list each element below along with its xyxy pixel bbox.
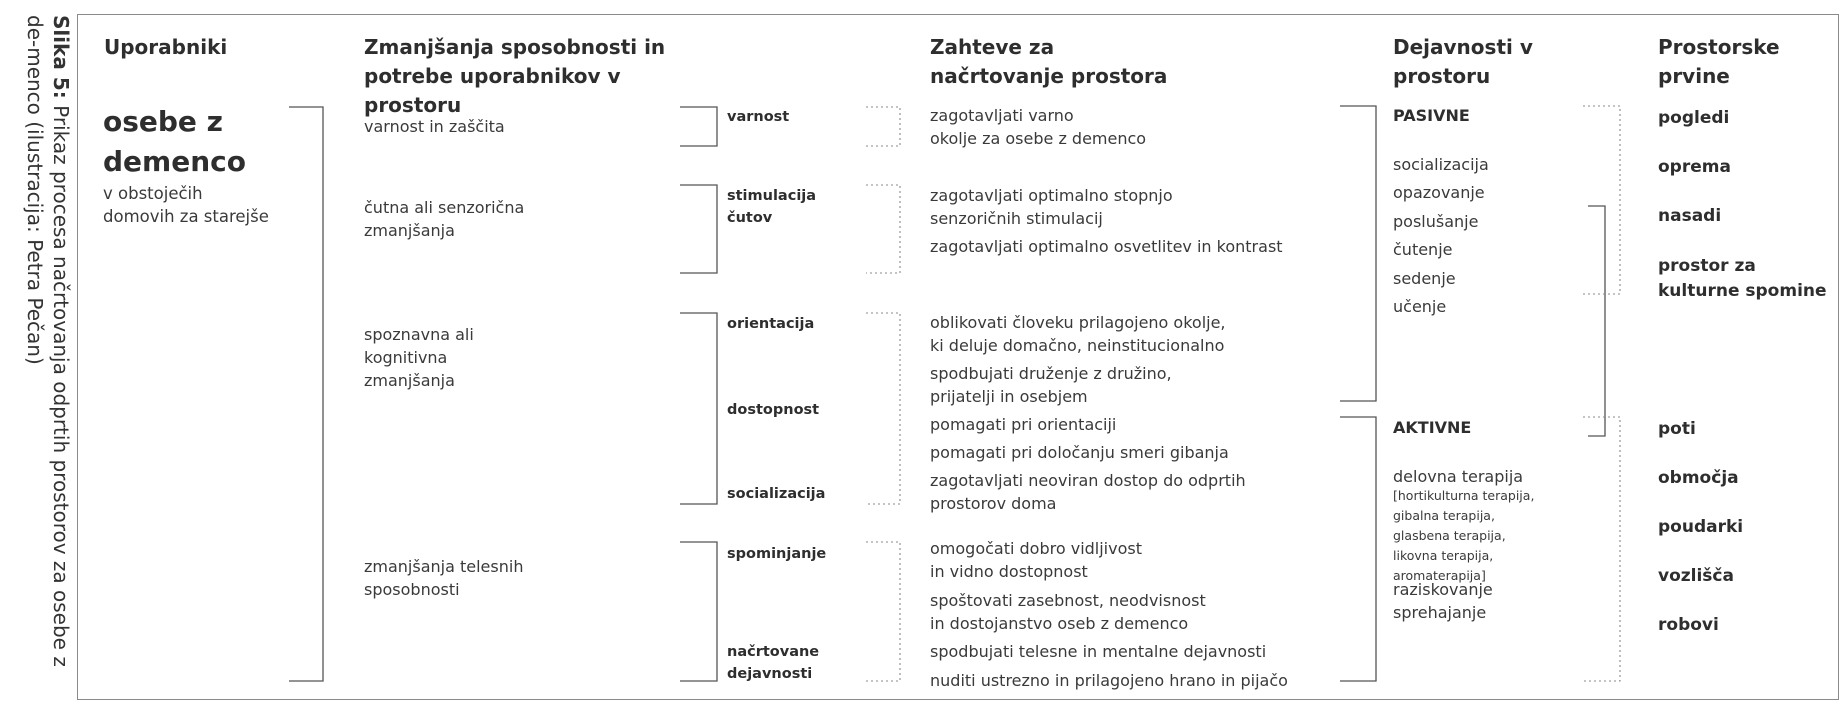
requirement-line: pomagati pri orientaciji [930,415,1117,434]
element-item: območja [1658,468,1739,488]
requirement-line: zagotavljati varno [930,106,1074,125]
requirement-line: spoštovati zasebnost, neodvisnost [930,591,1206,610]
header-needs: Zmanjšanja sposobnosti in potrebe uporabnikov v prostoru [364,35,666,117]
activity-item: čutenje [1393,240,1453,259]
requirement-line: in dostojanstvo oseb z demenco [930,614,1189,633]
caption-text: Prikaz procesa načrtovanja odprtih prostorov za osebe z de-menco (ilustracija: Petra Pečan) [23,15,73,667]
element-item: oprema [1658,157,1731,177]
activity-item: učenje [1393,297,1447,316]
bracket-activities-passive [1340,106,1376,401]
activity-item: raziskovanje [1393,580,1493,599]
activity-therapy: delovna terapija [1393,467,1524,486]
requirement-line: okolje za osebe z demenco [930,129,1147,148]
bracket-safety [680,107,717,146]
activity-item: poslušanje [1393,212,1479,231]
bracket-passive-to-active [1588,206,1605,436]
need-orientation: orientacija [727,316,815,332]
need-safety: varnost [727,109,790,125]
requirement-line: oblikovati človeku prilagojeno okolje, [930,313,1226,332]
requirement-line: prostorov doma [930,494,1057,513]
bracket-sensory [680,185,717,273]
dotted-sensory [866,185,900,273]
header-requirements: Zahteve za načrtovanje prostora [930,35,1168,88]
requirement-line: zagotavljati optimalno osvetlitev in kontrast [930,237,1283,256]
activity-therapy-detail: [hortikulturna terapija, gibalna terapija, glasbena terapija, likovna terapija, aromaterapija] [1393,488,1535,583]
activities-passive-label: PASIVNE [1393,106,1470,125]
dotted-cognitive [866,313,900,504]
requirement-line: nuditi ustrezno in prilagojeno hrano in pijačo [930,671,1288,690]
bracket-physical [680,542,717,681]
requirement-line: spodbujati druženje z družino, [930,364,1172,383]
caption-label: Slika 5: [49,15,73,99]
impairment-safety: varnost in zaščita [364,117,505,136]
bracket-activities-active [1340,417,1376,681]
dotted-elements-active [1583,417,1620,681]
bracket-cognitive [680,313,717,504]
need-reminiscence: spominjanje [727,546,827,562]
element-item: pogledi [1658,108,1730,128]
requirement-line: zagotavljati neoviran dostop do odprtih [930,471,1246,490]
activity-item: socializacija [1393,155,1489,174]
element-item: poti [1658,419,1696,439]
users-bracket [289,107,323,681]
element-item: prostor za kulturne spomine [1658,256,1827,301]
requirement-line: spodbujati telesne in mentalne dejavnosti [930,642,1267,661]
users-sub-line1: v obstoječih [103,184,203,203]
impairment-cognitive: spoznavna ali kognitivna zmanjšanja [364,325,474,390]
header-users: Uporabniki [104,35,228,59]
impairment-physical: zmanjšanja telesnih sposobnosti [364,557,524,599]
need-accessibility: dostopnost [727,402,820,418]
dotted-safety [866,107,900,146]
need-stimulation: stimulacija čutov [727,188,817,226]
element-item: poudarki [1658,517,1744,537]
activity-item: opazovanje [1393,183,1485,202]
users-title-line1: osebe z [103,105,223,138]
requirement-line: ki deluje domačno, neinstitucionalno [930,336,1225,355]
dotted-elements-passive [1583,106,1620,294]
need-socialization: socializacija [727,486,826,502]
element-item: nasadi [1658,206,1722,226]
impairment-sensory: čutna ali senzorična zmanjšanja [364,198,525,240]
activity-item: sprehajanje [1393,603,1487,622]
users-sub-line2: domovih za starejše [103,207,269,226]
requirement-line: prijatelji in osebjem [930,387,1088,406]
header-activities: Dejavnosti v prostoru [1393,35,1533,88]
requirement-line: zagotavljati optimalno stopnjo [930,186,1173,205]
dotted-physical [866,542,900,681]
activities-active-label: AKTIVNE [1393,418,1472,437]
requirement-line: senzoričnih stimulacij [930,209,1103,228]
header-elements: Prostorske prvine [1658,35,1780,88]
need-planned-activities: načrtovane dejavnosti [727,644,820,682]
requirement-line: pomagati pri določanju smeri gibanja [930,443,1229,462]
users-title-line2: demenco [103,145,246,178]
requirement-line: in vidno dostopnost [930,562,1088,581]
activity-item: sedenje [1393,269,1456,288]
element-item: robovi [1658,615,1719,635]
element-item: vozlišča [1658,566,1734,586]
requirement-line: omogočati dobro vidljivost [930,539,1142,558]
